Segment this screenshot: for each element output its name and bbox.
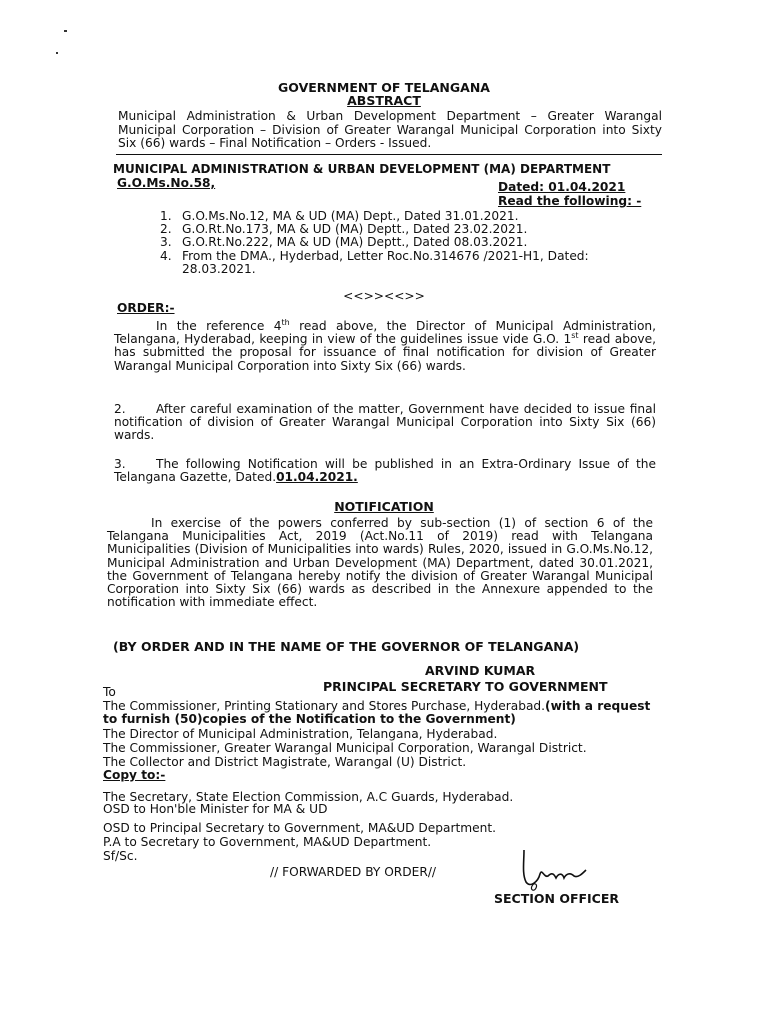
notification-text: In exercise of the powers conferred by sub-section (1) of section 6 of the Telangana Municipalities Act, 2019 (Act.No.11 of 2019) read with Telangana Municipalities (Division of Municipalities into wards) Rules, 2020, issued in G.O.Ms.No.12, Municipal Administration and Urban Development (MA) Department, dated 30.01.2021, the Government of Telangana hereby notify the division of Greater Warangal Municipal Corporation into Sixty Six (66) wards as described in the Annexure appended to the notification with immediate effect.	[107, 516, 653, 610]
recipient-collector: The Collector and District Magistrate, Warangal (U) District.	[103, 755, 467, 769]
copy-to-item: OSD to Principal Secretary to Government, MA&UD Department.	[103, 821, 497, 835]
separator: <<>><<>>	[343, 289, 425, 303]
copy-to-item: OSD to Hon'ble Minister for MA & UD	[103, 802, 328, 816]
notification-heading: NOTIFICATION	[334, 499, 434, 514]
copy-to-item: Sf/Sc.	[103, 849, 138, 863]
reference-number: 2.	[160, 222, 172, 237]
reference-number: 3.	[160, 235, 172, 250]
recipient-printing-commissioner	[103, 700, 663, 726]
recipient-dma: The Director of Municipal Administration, Telangana, Hyderabad.	[103, 727, 498, 741]
to-label: To	[103, 685, 116, 699]
copy-to-label: Copy to:-	[103, 768, 166, 782]
order-para3-text: The following Notification will be published in an Extra-Ordinary Issue of the Telangana Gazette, Dated.	[114, 457, 656, 485]
superscript: st	[571, 331, 579, 341]
recipient-gwmc: The Commissioner, Greater Warangal Municipal Corporation, Warangal District.	[103, 741, 587, 755]
scan-speck	[64, 30, 67, 32]
order-heading: ORDER:-	[117, 301, 175, 315]
reference-text: G.O.Ms.No.12, MA & UD (MA) Dept., Dated 31.01.2021.	[182, 209, 519, 223]
gazette-date: 01.04.2021.	[276, 470, 358, 485]
signatory-title: PRINCIPAL SECRETARY TO GOVERNMENT	[323, 679, 608, 694]
reference-list	[160, 210, 600, 276]
go-date: Dated: 01.04.2021	[498, 180, 626, 194]
reference-number: 4.	[160, 248, 172, 263]
order-paragraph-1	[114, 317, 656, 373]
subject-underline	[116, 154, 662, 155]
order-paragraph-3	[114, 458, 656, 484]
section-officer: SECTION OFFICER	[494, 891, 620, 906]
order-para2-text: After careful examination of the matter, Government have decided to issue final notification of division of Greater Warangal Municipal Corporation into Sixty Six (66) wards.	[114, 402, 656, 443]
superscript: th	[281, 317, 290, 327]
recipient-request: (with a request to furnish (50)copies of the Notification to the Government)	[103, 699, 651, 727]
signature	[518, 848, 590, 892]
scan-speck	[56, 52, 58, 54]
order-para1-part: read above, has submitted the proposal for issuance of final notification for division of Greater Warangal Municipal Corporation into Sixty Six (66) wards.	[114, 332, 656, 373]
governor-line: (BY ORDER AND IN THE NAME OF THE GOVERNOR OF TELANGANA)	[113, 639, 580, 654]
reference-text: From the DMA., Hyderbad, Letter Roc.No.314676 /2021-H1, Dated: 28.03.2021.	[182, 248, 589, 276]
order-paragraph-2	[114, 403, 656, 443]
reference-text: G.O.Rt.No.222, MA & UD (MA) Deptt., Dated 08.03.2021.	[182, 235, 528, 250]
paragraph-number: 3.	[114, 457, 126, 471]
order-para1-part: read above, the Director of Municipal Administration, Telangana, Hyderabad, keeping in view of the guidelines issue vide G.O. 1	[114, 319, 656, 347]
signatory-name: ARVIND KUMAR	[425, 663, 536, 678]
abstract-label: ABSTRACT	[347, 93, 421, 108]
copy-to-item: P.A to Secretary to Government, MA&UD Department.	[103, 835, 432, 849]
reference-number: 1.	[160, 209, 172, 223]
go-number: G.O.Ms.No.58,	[117, 176, 216, 190]
read-following: Read the following: -	[498, 194, 642, 208]
department-heading: MUNICIPAL ADMINISTRATION & URBAN DEVELOPMENT (MA) DEPARTMENT	[113, 162, 611, 176]
forwarded-by-order: // FORWARDED BY ORDER//	[270, 865, 437, 879]
recipient-text: The Commissioner, Printing Stationary and Stores Purchase, Hyderabad.	[103, 699, 546, 713]
government-heading: GOVERNMENT OF TELANGANA	[278, 80, 490, 95]
reference-text: G.O.Rt.No.173, MA & UD (MA) Deptt., Dated 23.02.2021.	[182, 222, 528, 237]
paragraph-number: 2.	[114, 402, 126, 416]
order-para1-part: In the reference 4	[156, 319, 282, 333]
reference-item	[160, 250, 600, 276]
abstract-subject: Municipal Administration & Urban Development Department – Greater Warangal Municipal Corporation – Division of Greater Warangal Municipal Corporation into Sixty Six (66) wards – Final Notification – Orders - Issued.	[118, 109, 662, 150]
copy-to-item: The Secretary, State Election Commission, A.C Guards, Hyderabad.	[103, 790, 514, 804]
